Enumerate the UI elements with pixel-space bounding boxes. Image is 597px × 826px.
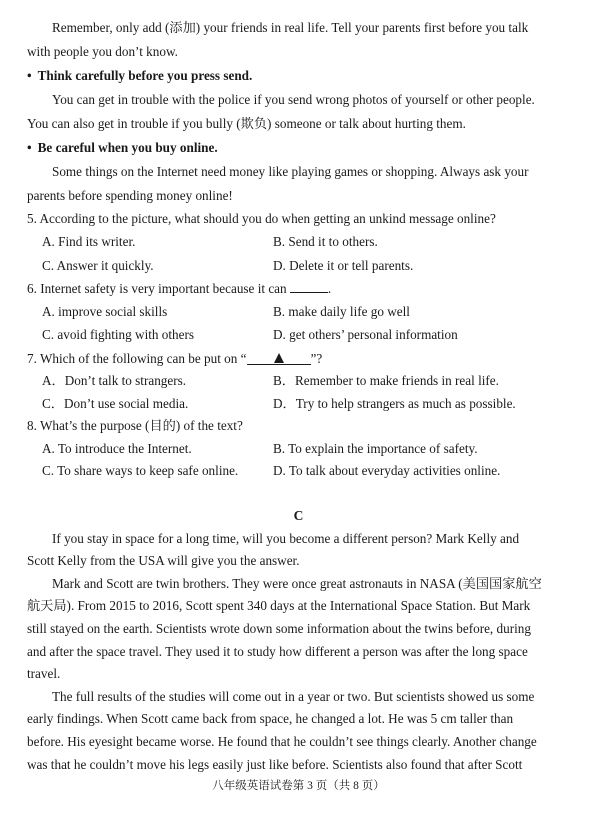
option-a: A. improve social skills — [42, 304, 168, 319]
tip-heading — [27, 140, 553, 156]
paragraph-line: You can get in trouble with the police if you send wrong photos of yourself or other people. — [52, 92, 535, 107]
paragraph-line: before. His eyesight became worse. He found that he couldn’t see things clearly. Another change — [27, 734, 537, 749]
question-stem: 7. Which of the following can be put on “ ”? — [27, 351, 323, 366]
tip-heading — [27, 68, 553, 84]
option-a: A．Don’t talk to strangers. — [42, 373, 187, 388]
paragraph-line: Some things on the Internet need money like playing games or shopping. Always ask your — [52, 164, 529, 179]
option-d: D. get others’ personal information — [273, 327, 458, 342]
paragraph-line: travel. — [27, 666, 61, 681]
paragraph-line: early findings. When Scott came back from space, he changed a lot. He was 5 cm taller than — [27, 711, 514, 726]
tip-heading-text: Think carefully before you press send. — [37, 68, 253, 83]
option-d: D. Delete it or tell parents. — [273, 258, 414, 273]
option-d: D. To talk about everyday activities online. — [273, 463, 501, 478]
bullet-icon: • — [27, 68, 32, 83]
triangle-icon — [274, 353, 284, 363]
paragraph-line: Remember, only add (添加) your friends in real life. Tell your parents first before you talk — [52, 20, 529, 35]
triangle-blank — [247, 350, 311, 365]
question-stem: 6. Internet safety is very important because it can . — [27, 281, 332, 296]
paragraph-line: Mark and Scott are twin brothers. They were once great astronauts in NASA (美国国家航空 — [52, 576, 542, 591]
question-stem: 5. According to the picture, what should you do when getting an unkind message online? — [27, 211, 496, 226]
section-heading: C — [293, 508, 304, 523]
page-footer: 八年级英语试卷第 3 页（共 8 页） — [212, 780, 385, 792]
option-c: C. Answer it quickly. — [42, 258, 154, 273]
option-b: B．Remember to make friends in real life. — [273, 373, 499, 388]
paragraph-line: You can also get in trouble if you bully (欺负) someone or talk about hurting them. — [27, 116, 466, 131]
bullet-icon: • — [27, 140, 32, 155]
option-d: D．Try to help strangers as much as possible. — [273, 396, 516, 411]
option-a: A. To introduce the Internet. — [42, 441, 192, 456]
option-c: C. To share ways to keep safe online. — [42, 463, 239, 478]
option-a: A. Find its writer. — [42, 234, 136, 249]
paragraph-line: Scott Kelly from the USA will give you the answer. — [27, 553, 300, 568]
paragraph-line: still stayed on the earth. Scientists wrote down some information about the twins before, during — [27, 621, 531, 636]
paragraph-line: was that he couldn’t move his legs easily just like before. Scientists also found that after Scott — [27, 757, 523, 772]
option-b: B. make daily life go well — [273, 304, 410, 319]
paragraph-line: with people you don’t know. — [27, 44, 178, 59]
answer-blank — [290, 281, 328, 293]
tip-heading-text: Be careful when you buy online. — [37, 140, 218, 155]
option-c: C．Don’t use social media. — [42, 396, 189, 411]
paragraph-line: 航天局). From 2015 to 2016, Scott spent 340 days at the International Space Station. But Mark — [27, 598, 531, 613]
option-b: B. To explain the importance of safety. — [273, 441, 478, 456]
paragraph-line: The full results of the studies will come out in a year or two. But scientists showed us some — [52, 689, 535, 704]
paragraph-line: If you stay in space for a long time, will you become a different person? Mark Kelly and — [52, 531, 520, 546]
question-stem: 8. What’s the purpose (目的) of the text? — [27, 418, 243, 433]
option-b: B. Send it to others. — [273, 234, 378, 249]
paragraph-line: and after the space travel. They used it to study how different a person was after the long space — [27, 644, 528, 659]
option-c: C. avoid fighting with others — [42, 327, 195, 342]
paragraph-line: parents before spending money online! — [27, 188, 233, 203]
